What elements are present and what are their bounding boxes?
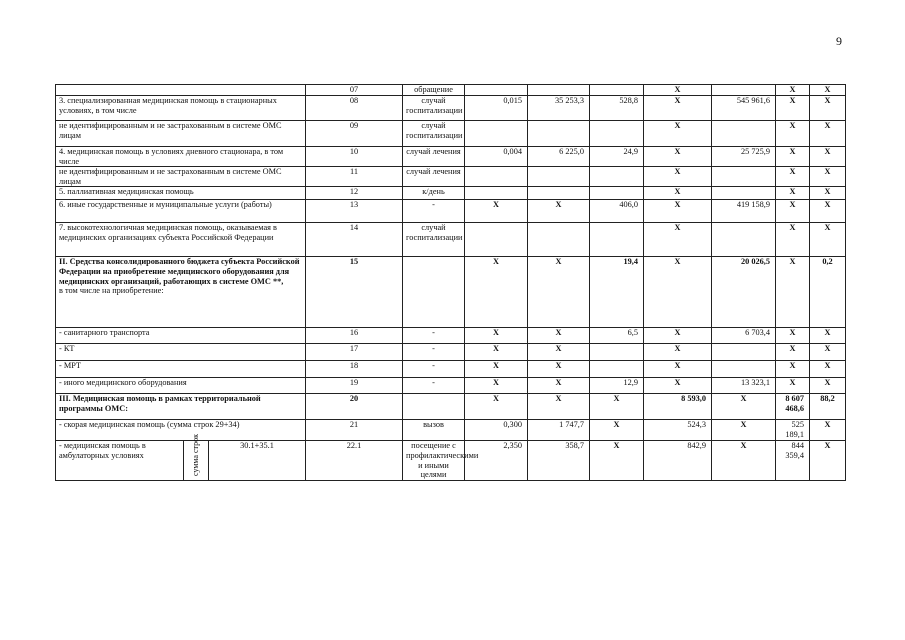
value-cell-c2: 1 747,7 <box>528 420 590 441</box>
value-cell-c2: 358,7 <box>528 441 590 481</box>
value-cell-c7: X <box>810 328 846 344</box>
line-number: 19 <box>306 378 403 394</box>
table-row <box>56 441 846 481</box>
value-cell-c2 <box>528 223 590 257</box>
line-number: 17 <box>306 344 403 361</box>
row-label <box>56 85 306 96</box>
row-label <box>56 394 306 420</box>
value-cell-c5: X <box>712 441 776 481</box>
value-cell-c5 <box>712 344 776 361</box>
value-cell-c5 <box>712 187 776 200</box>
line-number: 07 <box>306 85 403 96</box>
value-cell-c2: X <box>528 257 590 328</box>
row-label <box>56 223 306 257</box>
row-label-text: не идентифицированным и не застрахованным в системе ОМС лицам <box>59 167 282 186</box>
value-cell-c2: X <box>528 200 590 223</box>
value-cell-c4: X <box>644 200 712 223</box>
value-cell-c5: X <box>712 420 776 441</box>
line-number: 13 <box>306 200 403 223</box>
value-cell-c3 <box>590 85 644 96</box>
table-row <box>56 361 846 378</box>
value-cell-c1: X <box>465 200 528 223</box>
value-cell-c7: X <box>810 378 846 394</box>
value-cell-c1 <box>465 121 528 147</box>
unit-of-measure <box>403 257 465 328</box>
value-cell-c2: X <box>528 378 590 394</box>
row-label <box>56 200 306 223</box>
row-label-text: 4. медицинская помощь в условиях дневного стационара, в том числе <box>59 147 284 166</box>
value-cell-c1: 0,300 <box>465 420 528 441</box>
value-cell-c2 <box>528 121 590 147</box>
value-cell-c3 <box>590 187 644 200</box>
table-row <box>56 85 846 96</box>
line-number: 09 <box>306 121 403 147</box>
value-cell-c3 <box>590 223 644 257</box>
value-cell-c4: X <box>644 361 712 378</box>
value-cell-c6: X <box>776 121 810 147</box>
value-cell-c3 <box>590 344 644 361</box>
value-cell-c3: X <box>590 420 644 441</box>
row-label-text: не идентифицированным и не застрахованным в системе ОМС лицам <box>59 121 282 140</box>
unit-of-measure: - <box>403 200 465 223</box>
financing-table <box>55 84 846 481</box>
value-cell-c3: 6,5 <box>590 328 644 344</box>
unit-of-measure: - <box>403 361 465 378</box>
value-cell-c7: X <box>810 121 846 147</box>
value-cell-c1 <box>465 167 528 187</box>
value-cell-c2: 6 225,0 <box>528 147 590 167</box>
value-cell-c4: 524,3 <box>644 420 712 441</box>
value-cell-c4: X <box>644 328 712 344</box>
value-cell-c3: 12,9 <box>590 378 644 394</box>
value-cell-c7: X <box>810 223 846 257</box>
row-label-text: II. Средства консолидированного бюджета субъекта Российской Федерации на приобретение медицинского оборудования для медицинских организаций, работающих в системе ОМС **, <box>59 257 300 286</box>
table-row <box>56 328 846 344</box>
value-cell-c3: X <box>590 394 644 420</box>
table-row <box>56 167 846 187</box>
value-cell-c1: X <box>465 394 528 420</box>
row-label-text: 6. иные государственные и муниципальные услуги (работы) <box>59 200 272 210</box>
value-cell-c1: 0,004 <box>465 147 528 167</box>
value-cell-c5: 419 158,9 <box>712 200 776 223</box>
value-cell-c2: X <box>528 394 590 420</box>
unit-of-measure: случай госпитализации <box>403 223 465 257</box>
table-row <box>56 187 846 200</box>
value-cell-c4: X <box>644 344 712 361</box>
line-number: 08 <box>306 96 403 121</box>
page-number: 9 <box>836 34 842 48</box>
line-number: 11 <box>306 167 403 187</box>
value-cell-c7: X <box>810 441 846 481</box>
value-cell-c5 <box>712 121 776 147</box>
value-cell-c6: X <box>776 187 810 200</box>
value-cell-c1: X <box>465 328 528 344</box>
value-cell-c1: 2,350 <box>465 441 528 481</box>
table-row <box>56 420 846 441</box>
table-row <box>56 96 846 121</box>
value-cell-c1 <box>465 187 528 200</box>
sum-formula: 30.1+35.1 <box>209 441 306 481</box>
value-cell-c6: X <box>776 85 810 96</box>
row-label <box>56 121 306 147</box>
value-cell-c1 <box>465 223 528 257</box>
value-cell-c1: X <box>465 361 528 378</box>
value-cell-c1: 0,015 <box>465 96 528 121</box>
row-label <box>56 167 306 187</box>
row-label-text: 3. специализированная медицинская помощь в стационарных условиях, в том числе <box>59 96 277 115</box>
value-cell-c4: 8 593,0 <box>644 394 712 420</box>
unit-of-measure: случай лечения <box>403 167 465 187</box>
unit-of-measure: случай лечения <box>403 147 465 167</box>
table-row <box>56 223 846 257</box>
value-cell-c4: X <box>644 85 712 96</box>
value-cell-c6: X <box>776 200 810 223</box>
unit-of-measure: посещение с профилактическими и иными целями <box>403 441 465 481</box>
line-number: 10 <box>306 147 403 167</box>
row-label: - медицинская помощь в амбулаторных условиях <box>56 441 184 481</box>
unit-of-measure: к/день <box>403 187 465 200</box>
unit-of-measure: - <box>403 378 465 394</box>
unit-of-measure: случай госпитализации <box>403 96 465 121</box>
table-row <box>56 394 846 420</box>
row-label <box>56 257 306 328</box>
line-number: 18 <box>306 361 403 378</box>
row-label-text: III. Медицинская помощь в рамках территориальной программы ОМС: <box>59 394 261 413</box>
value-cell-c3 <box>590 167 644 187</box>
value-cell-c3: 19,4 <box>590 257 644 328</box>
row-label-text: - скорая медицинская помощь (сумма строк 29+34) <box>59 420 240 430</box>
row-label <box>56 328 306 344</box>
table-body <box>56 85 846 481</box>
value-cell-c4: X <box>644 147 712 167</box>
value-cell-c1: X <box>465 344 528 361</box>
value-cell-c5 <box>712 223 776 257</box>
unit-of-measure <box>403 394 465 420</box>
value-cell-c6: X <box>776 223 810 257</box>
unit-of-measure: - <box>403 344 465 361</box>
value-cell-c2 <box>528 85 590 96</box>
unit-of-measure: вызов <box>403 420 465 441</box>
value-cell-c5 <box>712 167 776 187</box>
unit-of-measure: случай госпитализации <box>403 121 465 147</box>
value-cell-c5 <box>712 361 776 378</box>
value-cell-c6: X <box>776 328 810 344</box>
value-cell-c6: X <box>776 147 810 167</box>
value-cell-c2 <box>528 187 590 200</box>
value-cell-c1 <box>465 85 528 96</box>
unit-of-measure: обращение <box>403 85 465 96</box>
unit-of-measure: - <box>403 328 465 344</box>
value-cell-c4: X <box>644 167 712 187</box>
value-cell-c7: 88,2 <box>810 394 846 420</box>
table-row <box>56 344 846 361</box>
row-label-text: 5. паллиативная медицинская помощь <box>59 187 194 197</box>
value-cell-c5: 6 703,4 <box>712 328 776 344</box>
value-cell-c5: X <box>712 394 776 420</box>
value-cell-c1: X <box>465 378 528 394</box>
row-label-text: - санитарного транспорта <box>59 328 150 338</box>
value-cell-c6: X <box>776 361 810 378</box>
row-label-text: 7. высокотехнологичная медицинская помощь, оказываемая в медицинских организациях субъекта Российской Федерации <box>59 223 277 242</box>
value-cell-c6: 525 189,1 <box>776 420 810 441</box>
value-cell-c4: X <box>644 223 712 257</box>
value-cell-c5: 545 961,6 <box>712 96 776 121</box>
value-cell-c6: X <box>776 378 810 394</box>
line-number: 16 <box>306 328 403 344</box>
value-cell-c3: 528,8 <box>590 96 644 121</box>
value-cell-c4: X <box>644 257 712 328</box>
row-label <box>56 420 306 441</box>
row-label-text: - иного медицинского оборудования <box>59 378 187 388</box>
value-cell-c4: X <box>644 187 712 200</box>
table-row <box>56 147 846 167</box>
table-row <box>56 200 846 223</box>
value-cell-c3: 406,0 <box>590 200 644 223</box>
table-row <box>56 121 846 147</box>
value-cell-c2: X <box>528 361 590 378</box>
line-number: 14 <box>306 223 403 257</box>
value-cell-c3 <box>590 361 644 378</box>
value-cell-c5: 20 026,5 <box>712 257 776 328</box>
line-number: 21 <box>306 420 403 441</box>
table-row <box>56 378 846 394</box>
row-label <box>56 361 306 378</box>
row-label <box>56 344 306 361</box>
value-cell-c7: X <box>810 85 846 96</box>
value-cell-c3 <box>590 121 644 147</box>
value-cell-c7: X <box>810 344 846 361</box>
value-cell-c7: X <box>810 361 846 378</box>
value-cell-c7: X <box>810 96 846 121</box>
value-cell-c6: X <box>776 96 810 121</box>
value-cell-c2: X <box>528 344 590 361</box>
line-number: 15 <box>306 257 403 328</box>
value-cell-c2: X <box>528 328 590 344</box>
value-cell-c7: X <box>810 167 846 187</box>
value-cell-c6: 844 359,4 <box>776 441 810 481</box>
row-label <box>56 187 306 200</box>
value-cell-c5: 13 323,1 <box>712 378 776 394</box>
value-cell-c7: 0,2 <box>810 257 846 328</box>
value-cell-c3: X <box>590 441 644 481</box>
value-cell-c4: X <box>644 378 712 394</box>
value-cell-c7: X <box>810 187 846 200</box>
row-label-text: - МРТ <box>59 361 81 371</box>
value-cell-c5 <box>712 85 776 96</box>
value-cell-c5: 25 725,9 <box>712 147 776 167</box>
row-label <box>56 378 306 394</box>
row-label <box>56 147 306 167</box>
row-label-extra: в том числе на приобретение: <box>59 286 164 296</box>
line-number: 12 <box>306 187 403 200</box>
row-label <box>56 96 306 121</box>
value-cell-c6: X <box>776 167 810 187</box>
vertical-sum-label: сумма строк <box>191 434 200 477</box>
table-row <box>56 257 846 328</box>
row-label-text: - КТ <box>59 344 75 354</box>
value-cell-c2: 35 253,3 <box>528 96 590 121</box>
value-cell-c6: X <box>776 257 810 328</box>
value-cell-c7: X <box>810 200 846 223</box>
vertical-label-cell <box>184 434 209 481</box>
line-number: 22.1 <box>306 441 403 481</box>
value-cell-c2 <box>528 167 590 187</box>
value-cell-c7: X <box>810 147 846 167</box>
value-cell-c1: X <box>465 257 528 328</box>
value-cell-c6: X <box>776 344 810 361</box>
value-cell-c7: X <box>810 420 846 441</box>
value-cell-c4: X <box>644 121 712 147</box>
value-cell-c6: 8 607 468,6 <box>776 394 810 420</box>
value-cell-c3: 24,9 <box>590 147 644 167</box>
line-number: 20 <box>306 394 403 420</box>
value-cell-c4: 842,9 <box>644 441 712 481</box>
value-cell-c4: X <box>644 96 712 121</box>
